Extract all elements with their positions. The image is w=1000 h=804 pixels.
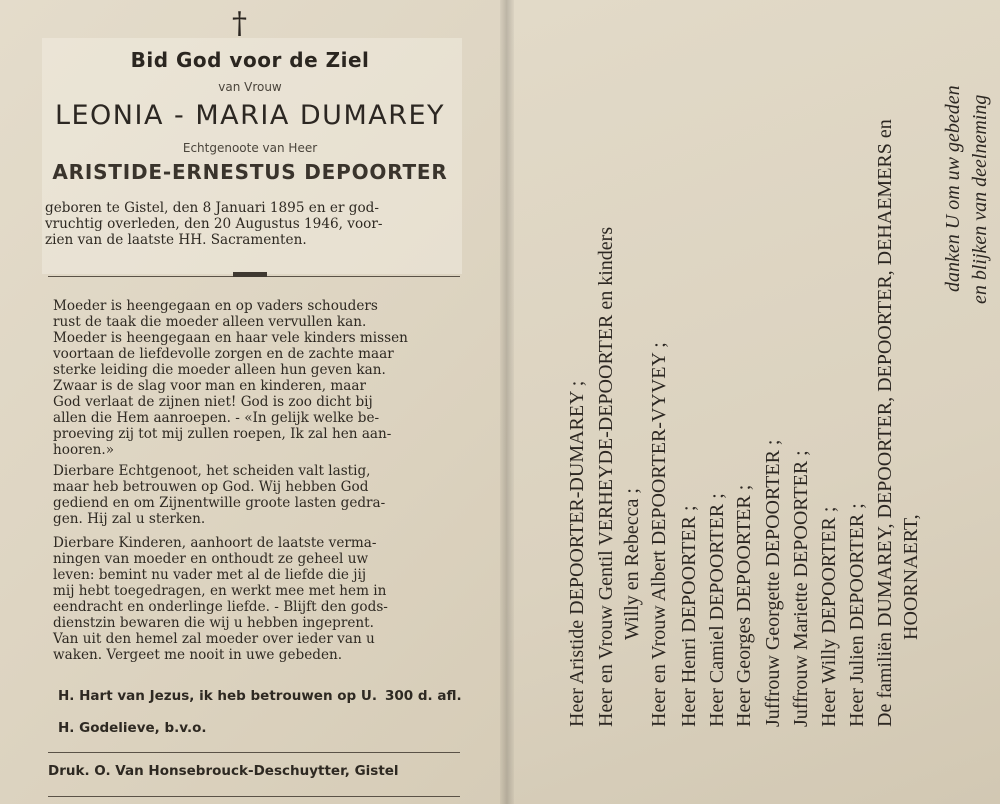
mourner-line: Juffrouw Georgette DEPOORTER ;	[762, 439, 784, 727]
mourner-line: Willy en Rebecca ;	[621, 488, 643, 640]
divider-mark	[233, 272, 267, 277]
dates-line: zien van de laatste HH. Sacramenten.	[45, 232, 307, 248]
text-line: allen die Hem aanroepen. - «In gelijk welke be-	[53, 410, 380, 426]
text-line: hooren.»	[53, 442, 115, 458]
prayer-sacred-heart: H. Hart van Jezus, ik heb betrouwen op U.	[58, 688, 377, 704]
text-line: waken. Vergeet me nooit in uwe gebeden.	[53, 647, 343, 663]
text-line: gen. Hij zal u sterken.	[53, 511, 206, 527]
prayer-title: Bid God voor de Ziel	[130, 48, 370, 72]
text-line: Dierbare Echtgenoot, het scheiden valt lastig,	[53, 463, 371, 479]
mourner-line: Heer Camiel DEPOORTER ;	[706, 493, 728, 727]
mourner-line: Heer en Vrouw Gentil VERHEYDE-DEPOORTER en kinders	[595, 226, 617, 727]
mourner-line: Heer Julien DEPOORTER ;	[846, 503, 868, 727]
text-line: Zwaar is de slag voor man en kinderen, maar	[53, 378, 366, 394]
text-line: mij hebt toegedragen, en werkt mee met hem in	[53, 583, 387, 599]
birth-death-dates	[45, 200, 465, 248]
text-line: rust de taak die moeder alleen vervullen kan.	[53, 314, 367, 330]
text-line: proeving zij tot mij zullen roepen, Ik zal hen aan-	[53, 426, 392, 442]
mourner-line: HOORNAERT,	[900, 514, 922, 640]
deceased-name: LEONIA - MARIA DUMAREY	[54, 100, 446, 131]
indulgence-days: 300 d. afl.	[385, 688, 462, 704]
paragraph-spouse	[53, 463, 385, 527]
text-line: God verlaat de zijnen niet! God is zoo dicht bij	[53, 394, 373, 410]
printer-imprint: Druk. O. Van Honsebrouck-Deschuytter, Gistel	[48, 763, 399, 779]
text-line: dienstzin bewaren die wij u hebben ingeprent.	[53, 615, 374, 631]
text-line: gediend en om Zijnentwille groote lasten gedra-	[53, 495, 386, 511]
text-line: Moeder is heengegaan en haar vele kinders missen	[53, 330, 408, 346]
mourner-line: Heer en Vrouw Albert DEPOORTER-VYVEY ;	[648, 342, 670, 727]
text-line: voortaan de liefdevolle zorgen en de zachte maar	[53, 346, 394, 362]
spouse-label: Echtgenoote van Heer	[182, 141, 318, 155]
mourner-line: De familiën DUMAREY, DEPOORTER, DEPOORTER, DEHAEMERS en	[874, 119, 896, 727]
mourner-line: Heer Georges DEPOORTER ;	[733, 484, 755, 727]
divider	[48, 796, 460, 797]
text-line: maar heb betrouwen op God. Wij hebben God	[53, 479, 369, 495]
text-line: leven: bemint nu vader met al de liefde die jij	[53, 567, 367, 583]
divider	[48, 752, 460, 753]
paragraph-mother	[53, 298, 408, 458]
text-line: ningen van moeder en onthoudt ze geheel uw	[53, 551, 369, 567]
text-line: Dierbare Kinderen, aanhoort de laatste verma-	[53, 535, 377, 551]
text-line: Van uit den hemel zal moeder over ieder van u	[53, 631, 375, 647]
mourner-line: Juffrouw Mariette DEPOORTER ;	[790, 450, 812, 727]
van-vrouw: van Vrouw	[218, 80, 282, 94]
text-line: eendracht en onderlinge liefde. - Blijft den gods-	[53, 599, 388, 615]
mourner-line: Heer Aristide DEPOORTER-DUMAREY ;	[566, 380, 588, 727]
paragraph-children	[53, 535, 388, 663]
mourner-line: Heer Henri DEPOORTER ;	[678, 505, 700, 727]
thanks-line: danken U om uw gebeden	[942, 85, 964, 292]
text-line: Moeder is heengegaan en op vaders schouders	[53, 298, 378, 314]
text-line: sterke leiding die moeder alleen hun geven kan.	[53, 362, 386, 378]
thanks-line: en blijken van deelneming	[969, 94, 991, 304]
fold-crease	[500, 0, 514, 804]
husband-name: ARISTIDE-ERNESTUS DEPOORTER	[52, 160, 448, 184]
mourner-line: Heer Willy DEPOORTER ;	[818, 506, 840, 727]
dates-line: geboren te Gistel, den 8 Januari 1895 en er god-	[45, 200, 379, 216]
cross-icon: †	[232, 6, 247, 41]
right-page	[507, 0, 1000, 804]
dates-line: vruchtig overleden, den 20 Augustus 1946, voor-	[45, 216, 383, 232]
prayer-godelieve: H. Godelieve, b.v.o.	[58, 720, 207, 736]
